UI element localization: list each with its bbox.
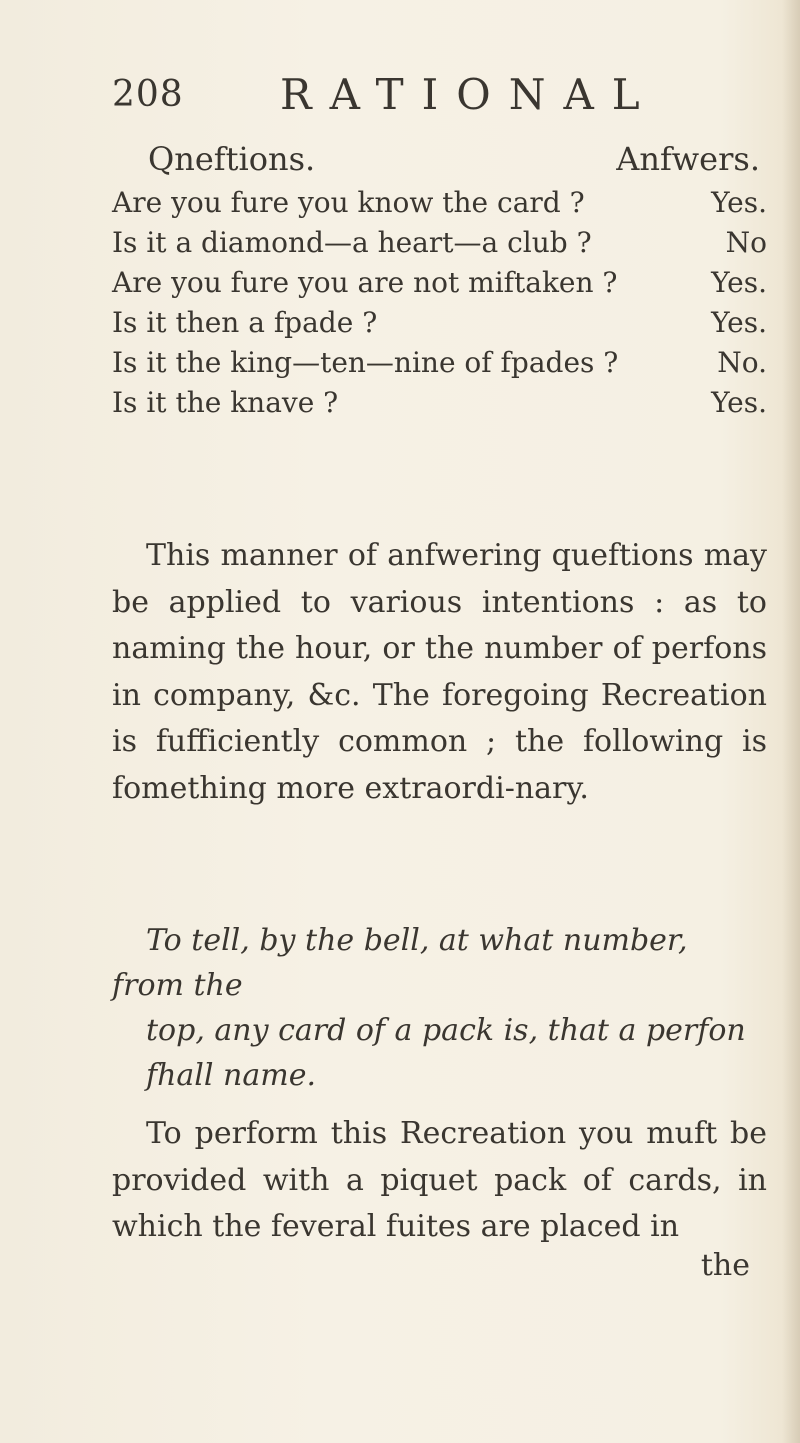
- page-edge-shadow: [782, 0, 800, 1443]
- question-text: Is it the king—ten—nine of fpades ?: [112, 346, 619, 379]
- answer-text: Yes.: [711, 266, 767, 299]
- question-text: Are you fure you are not miftaken ?: [112, 266, 618, 299]
- answer-text: No.: [717, 346, 767, 379]
- qa-table-header: [148, 140, 760, 184]
- answers-header: Anfwers.: [616, 140, 760, 178]
- qa-row: [112, 226, 767, 266]
- qa-row: [112, 186, 767, 226]
- questions-header: Qneftions.: [148, 140, 316, 178]
- answer-text: Yes.: [711, 306, 767, 339]
- page-number: 208: [112, 74, 184, 115]
- body-paragraph: To perform this Recreation you muft be provided with a piquet pack of cards, in which the feveral fuites are placed in: [112, 1116, 767, 1244]
- body-paragraph: This manner of anfwering queftions may be applied to various intentions : as to naming the hour, or the number of perfons in company, &c. The foregoing Recreation is fufficiently common ; the following is fomething more extraordi-nary.: [112, 538, 767, 806]
- qa-row: [112, 346, 767, 386]
- qa-row: [112, 386, 767, 426]
- page-header: [112, 70, 752, 120]
- question-text: Is it the knave ?: [112, 386, 339, 419]
- recreation-title-line: To tell, by the bell, at what number, from the: [112, 923, 688, 1003]
- question-text: Is it then a fpade ?: [112, 306, 378, 339]
- qa-row: [112, 306, 767, 346]
- recreation-title-line: top, any card of a pack is, that a perfon: [146, 1013, 746, 1048]
- question-text: Is it a diamond—a heart—a club ?: [112, 226, 592, 259]
- running-head: RATIONAL: [280, 70, 658, 119]
- catchword: the: [700, 1248, 750, 1283]
- recreation-title-line: fhall name.: [146, 1058, 316, 1093]
- qa-table: [112, 186, 767, 426]
- recreation-title: [112, 918, 767, 1098]
- qa-row: [112, 266, 767, 306]
- answer-text: Yes.: [711, 186, 767, 219]
- answer-text: No: [725, 226, 767, 259]
- question-text: Are you fure you know the card ?: [112, 186, 585, 219]
- answer-text: Yes.: [711, 386, 767, 419]
